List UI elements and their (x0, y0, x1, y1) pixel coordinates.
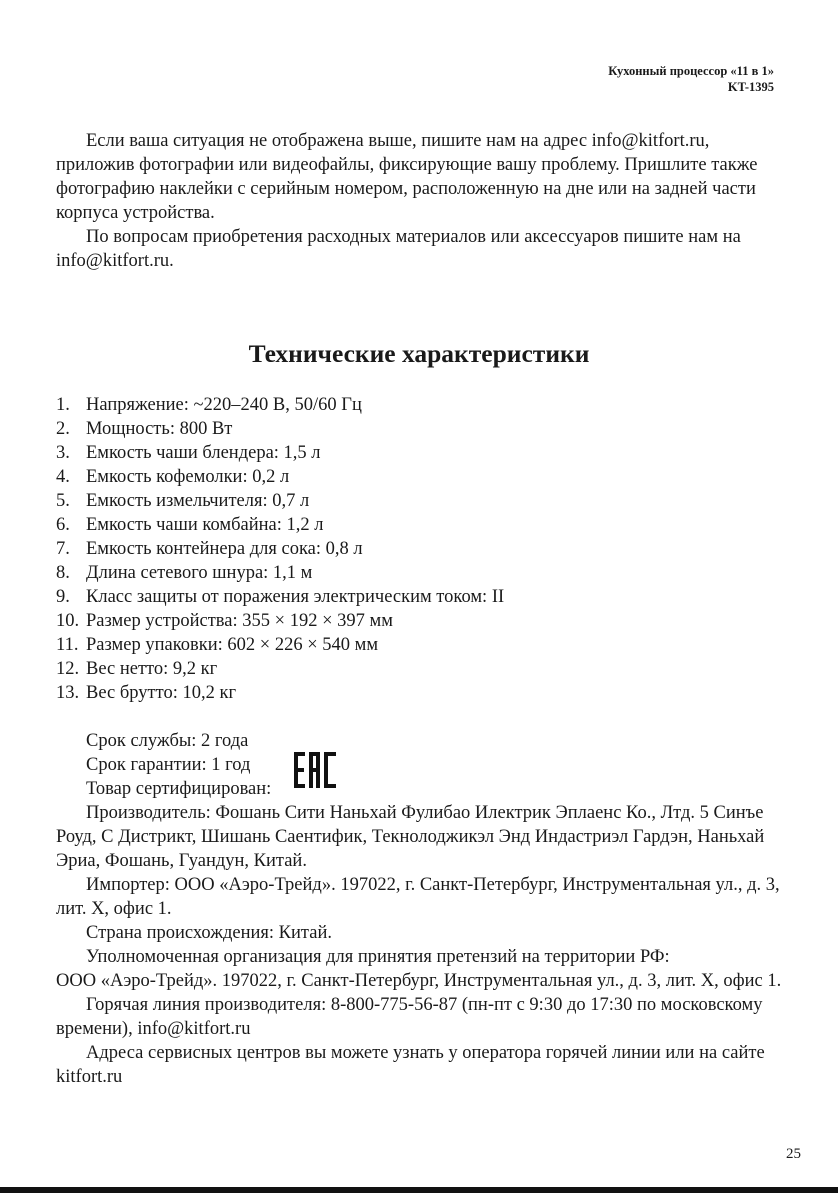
spec-number: 4. (56, 467, 70, 487)
spec-text: Класс защиты от поражения электрическим током: II (86, 587, 505, 607)
spec-number: 3. (56, 443, 70, 463)
authorized-organization-label: Уполномоченная организация для принятия претензий на территории РФ: (86, 947, 670, 967)
spec-number: 6. (56, 515, 70, 535)
spec-number: 12. (56, 659, 80, 679)
spec-number: 8. (56, 563, 70, 583)
warranty-period: Срок гарантии: 1 год (86, 755, 251, 775)
spec-item (56, 537, 504, 561)
spec-text: Вес брутто: 10,2 кг (86, 683, 237, 703)
spec-number: 11. (56, 635, 79, 655)
spec-item (56, 513, 504, 537)
spec-item (56, 657, 504, 681)
header-product: Кухонный процессор «11 в 1» (608, 64, 774, 78)
spec-text: Емкость чаши комбайна: 1,2 л (86, 515, 324, 535)
intro-section (56, 129, 782, 273)
spec-number: 5. (56, 491, 70, 511)
spec-item (56, 609, 504, 633)
spec-item (56, 489, 504, 513)
spec-number: 10. (56, 611, 80, 631)
spec-text: Вес нетто: 9,2 кг (86, 659, 218, 679)
spec-number: 2. (56, 419, 70, 439)
page-number: 25 (786, 1146, 801, 1162)
service-life: Срок службы: 2 года (86, 731, 249, 751)
spec-text: Длина сетевого шнура: 1,1 м (86, 563, 313, 583)
intro-paragraph-accessories: По вопросам приобретения расходных материалов или аксессуаров пишите нам на info@kitfort.ru. (56, 227, 741, 271)
spec-item (56, 441, 504, 465)
spec-item (56, 585, 504, 609)
manufacturer-info: Производитель: Фошань Сити Наньхай Фулибао Илектрик Эплаенс Ко., Лтд. 5 Синъе Роуд, С Дистрикт, Шишань Саентифик, Текнолоджикэл Энд Индастриэл Гардэн, Наньхай Эриа, Фошань, Гуандун, Китай. (56, 803, 765, 871)
spec-text: Емкость измельчителя: 0,7 л (86, 491, 310, 511)
certification-label: Товар сертифицирован: (86, 779, 272, 799)
spec-text: Мощность: 800 Вт (86, 419, 233, 439)
bottom-border (0, 1187, 838, 1193)
spec-number: 13. (56, 683, 80, 703)
product-info-section (56, 729, 782, 1089)
eac-certification-mark-icon (294, 752, 336, 788)
spec-list (56, 393, 504, 705)
importer-info: Импортер: ООО «Аэро-Трейд». 197022, г. Санкт-Петербург, Инструментальная ул., д. 3, лит. Х, офис 1. (56, 875, 780, 919)
spec-number: 1. (56, 395, 70, 415)
spec-text: Напряжение: ~220–240 В, 50/60 Гц (86, 395, 362, 415)
section-title: Технические характеристики (248, 339, 590, 368)
spec-text: Емкость чаши блендера: 1,5 л (86, 443, 321, 463)
header-model: KT-1395 (727, 80, 774, 94)
spec-text: Емкость контейнера для сока: 0,8 л (86, 539, 363, 559)
hotline-info: Горячая линия производителя: 8-800-775-56-87 (пн-пт с 9:30 до 17:30 по московскому времени), info@kitfort.ru (56, 995, 763, 1039)
spec-text: Размер устройства: 355 × 192 × 397 мм (86, 611, 393, 631)
spec-number: 7. (56, 539, 70, 559)
spec-item (56, 633, 504, 657)
intro-paragraph-contact: Если ваша ситуация не отображена выше, пишите нам на адрес info@kitfort.ru, приложив фотографии или видеофайлы, фиксирующие вашу проблему. Пришлите также фотографию наклейки с серийным номером, расположенную на дне или на задней части корпуса устройства. (56, 131, 758, 223)
spec-number: 9. (56, 587, 70, 607)
spec-item (56, 465, 504, 489)
spec-item (56, 417, 504, 441)
spec-item (56, 393, 504, 417)
spec-item (56, 561, 504, 585)
running-header (608, 63, 774, 95)
authorized-organization: ООО «Аэро-Трейд». 197022, г. Санкт-Петербург, Инструментальная ул., д. 3, лит. Х, офис 1. (56, 971, 782, 991)
service-centers-info: Адреса сервисных центров вы можете узнать у оператора горячей линии или на сайте kitfort.ru (56, 1043, 765, 1087)
spec-text: Емкость кофемолки: 0,2 л (86, 467, 290, 487)
country-of-origin: Страна происхождения: Китай. (86, 923, 332, 943)
spec-text: Размер упаковки: 602 × 226 × 540 мм (86, 635, 379, 655)
spec-item (56, 681, 504, 705)
